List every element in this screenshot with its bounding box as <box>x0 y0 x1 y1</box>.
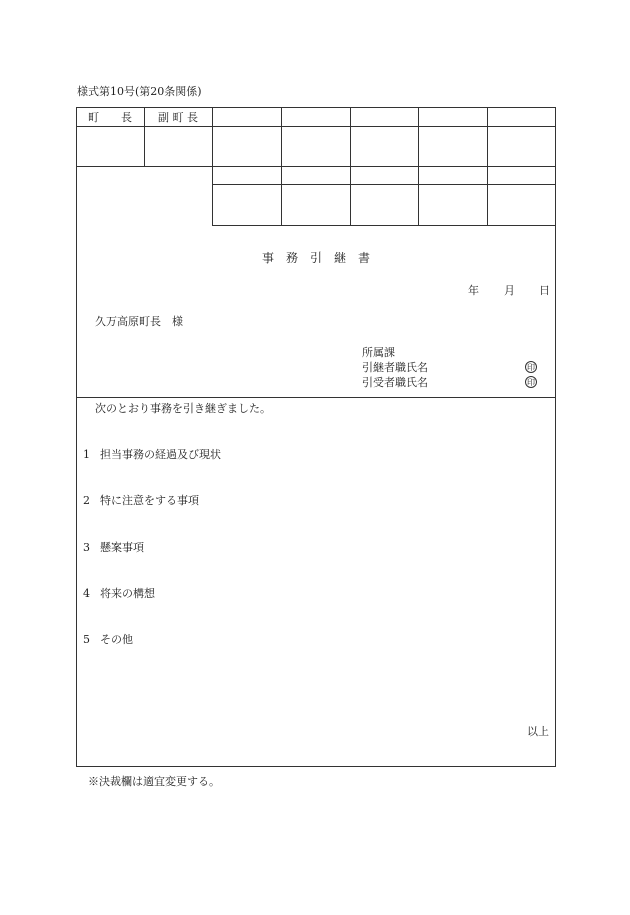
deputy-mayor-label: 副 町 長 <box>158 111 198 124</box>
form-frame <box>76 107 556 767</box>
item-number: 3 <box>83 541 90 554</box>
grid-line <box>212 225 556 226</box>
footnote: ※決裁欄は適宜変更する。 <box>88 775 220 788</box>
item-number: 2 <box>83 494 90 507</box>
form-number: 様式第10号(第20条関係) <box>77 85 202 98</box>
grid-line <box>212 184 556 185</box>
date-day: 日 <box>539 284 550 297</box>
date-month: 月 <box>504 284 515 297</box>
seal-icon: 印 <box>527 378 535 387</box>
department-label: 所属課 <box>362 346 395 359</box>
item-label: 将来の構想 <box>100 587 155 600</box>
item-number: 4 <box>83 587 90 600</box>
item-label: 特に注意をする事項 <box>100 494 199 507</box>
date-year: 年 <box>468 284 479 297</box>
addressee: 久万高原町長 様 <box>95 315 183 328</box>
closing-text: 以上 <box>527 725 549 738</box>
item-number: 1 <box>83 448 90 461</box>
item-label: 懸案事項 <box>100 541 144 554</box>
intro-text: 次のとおり事務を引き継ぎました。 <box>95 402 271 415</box>
item-label: 担当事務の経過及び現状 <box>100 448 221 461</box>
seal-icon: 印 <box>527 363 535 372</box>
item-label: その他 <box>100 633 133 646</box>
mayor-label: 町 長 <box>88 111 132 124</box>
item-number: 5 <box>83 633 90 646</box>
section-divider <box>76 397 556 398</box>
transferor-label: 引継者職氏名 <box>362 361 428 374</box>
grid-line <box>76 126 556 127</box>
grid-line <box>76 166 556 167</box>
transferee-label: 引受者職氏名 <box>362 376 428 389</box>
document-title: 事 務 引 継 書 <box>262 251 371 265</box>
